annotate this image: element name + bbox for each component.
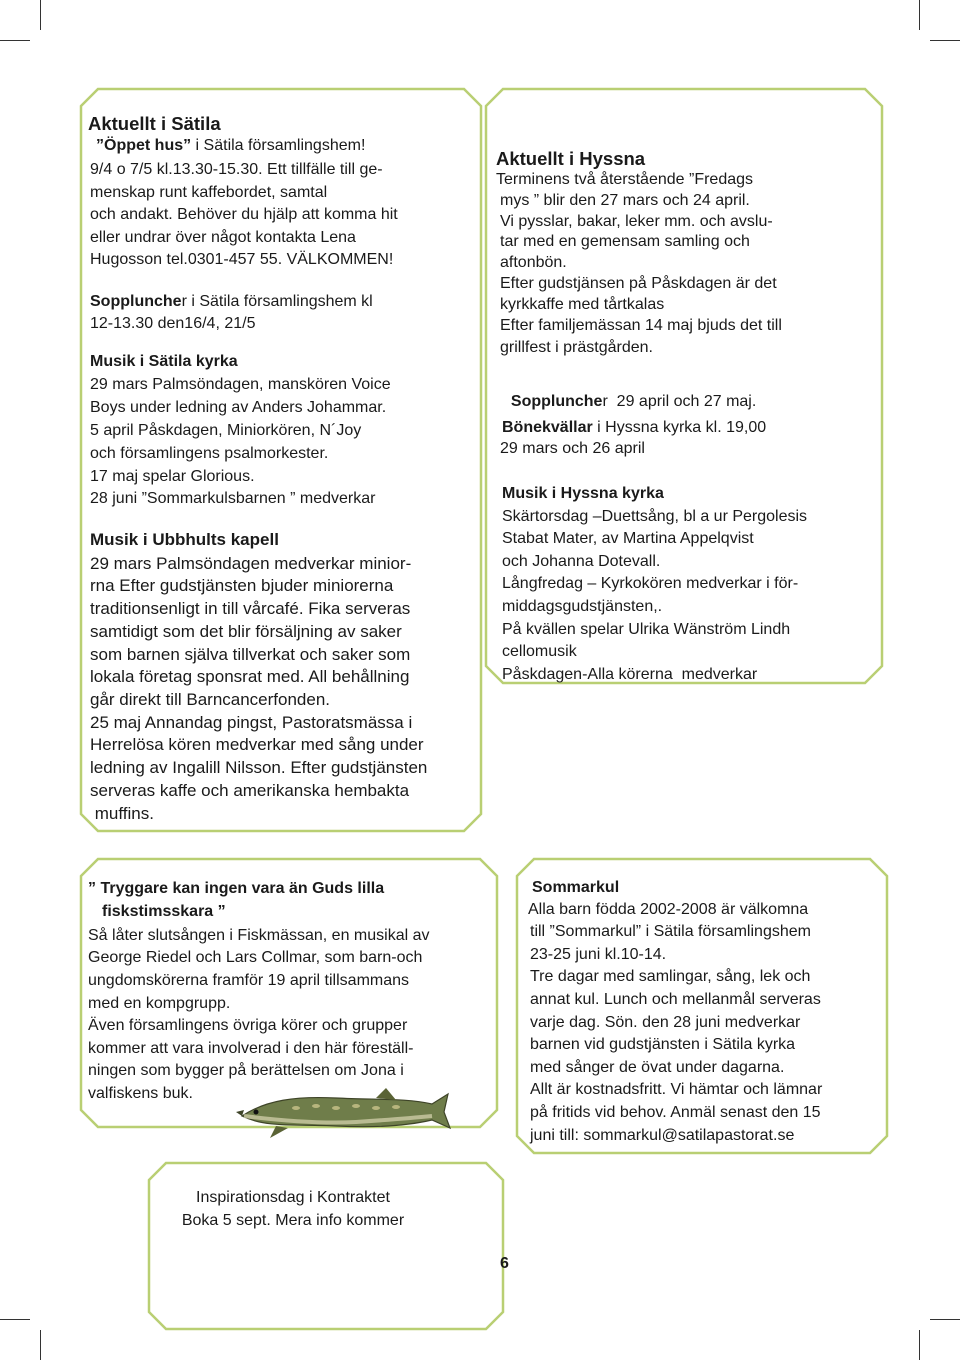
pike-fish-illustration (236, 1082, 456, 1142)
hyssna-kyrka-text: cellomusik (502, 643, 577, 660)
fisk-text: kommer att vara involverad i den här föreställ- (88, 1040, 414, 1057)
sommarkul-text: juni till: sommarkul@satilapastorat.se (530, 1127, 795, 1144)
fisk-text: George Riedel och Lars Collmar, som barn-och (88, 949, 423, 966)
satila-soppluncher-label: Sopplunche (90, 293, 182, 310)
crop-mark (930, 1319, 960, 1320)
fisk-text: valfiskens buk. (88, 1085, 193, 1102)
hyssna-text: tar med en gemensam samling och (500, 233, 750, 250)
page-number: 6 (500, 1255, 509, 1272)
kapell-text: som barnen själva tillverkat och saker som (90, 645, 411, 664)
oppet-hus-text: 9/4 o 7/5 kl.13.30-15.30. Ett tillfälle till ge- (90, 161, 383, 178)
hyssna-text: Terminens två återstående ”Fredags (496, 171, 754, 188)
sommarkul-text: Alla barn födda 2002-2008 är välkomna (528, 901, 809, 918)
satila-kyrka-heading: Musik i Sätila kyrka (90, 353, 238, 370)
fisk-title: ” Tryggare kan ingen vara än Guds lilla (88, 880, 385, 897)
bonekvallar-line (502, 420, 766, 436)
satila-kyrka-text: 29 mars Palmsöndagen, manskören Voice (90, 376, 391, 393)
hyssna-soppluncher-label: Sopplunche (510, 393, 603, 410)
kapell-heading: Musik i Ubbhults kapell (90, 530, 279, 549)
bonekvallar-text: 29 mars och 26 april (500, 440, 645, 457)
bonekvallar-text: i Hyssna kyrka kl. 19,00 (592, 419, 767, 436)
kapell-text: lokala företag sponsrat med. All behållning (90, 667, 410, 686)
fisk-text: Så låter slutsången i Fiskmässan, en musikal av (88, 927, 430, 944)
sommarkul-text: annat kul. Lunch och mellanmål serveras (530, 991, 821, 1008)
hyssna-kyrka-text: Skärtorsdag –Duettsång, bl a ur Pergolesis (502, 508, 808, 525)
sommarkul-heading: Sommarkul (532, 879, 620, 896)
hyssna-kyrka-heading: Musik i Hyssna kyrka (502, 485, 664, 502)
oppet-hus-text: i Sätila församlingshem! (191, 137, 366, 154)
kapell-text: muffins. (90, 804, 154, 823)
oppet-hus-text: Hugosson tel.0301-457 55. VÄLKOMMEN! (90, 251, 394, 268)
inspiration-text: Inspirationsdag i Kontraktet (196, 1189, 390, 1206)
hyssna-soppluncher-text: r 29 april och 27 maj. (602, 393, 757, 410)
hyssna-kyrka-text: Långfredag – Kyrkokören medverkar i för- (502, 575, 799, 592)
sommarkul-text: till ”Sommarkul” i Sätila församlingshem (530, 923, 811, 940)
oppet-hus-text: och andakt. Behöver du hjälp att komma hit (90, 206, 398, 223)
oppet-hus-text: menskap runt kaffebordet, samtal (90, 184, 328, 201)
oppet-hus-label: ”Öppet hus” (96, 137, 192, 154)
hyssna-text: mys ” blir den 27 mars och 24 april. (500, 192, 750, 209)
crop-mark (40, 1330, 41, 1360)
hyssna-text: Vi pysslar, bakar, leker mm. och avslu- (500, 213, 773, 230)
hyssna-kyrka-text: Påskdagen-Alla körerna medverkar (502, 666, 758, 683)
hyssna-text: Efter gudstjänsen på Påskdagen är det (500, 275, 777, 292)
hyssna-kyrka-text: Stabat Mater, av Martina Appelqvist (502, 530, 754, 547)
hyssna-text: grillfest i prästgården. (500, 339, 653, 356)
crop-mark (0, 1319, 30, 1320)
satila-kyrka-text: 28 juni ”Sommarkulsbarnen ” medverkar (90, 490, 376, 507)
crop-mark (0, 40, 30, 41)
fisk-text: Även församlingens övriga körer och grupper (88, 1017, 408, 1034)
oppet-hus-line (96, 138, 365, 154)
sommarkul-text: på fritids vid behov. Anmäl senast den 15 (530, 1104, 821, 1121)
hyssna-kyrka-text: På kvällen spelar Ulrika Wänström Lindh (502, 621, 791, 638)
hyssna-soppluncher-line (502, 378, 756, 410)
satila-heading: Aktuellt i Sätila (88, 113, 221, 134)
satila-soppluncher-text: r i Sätila församlingshem kl (181, 293, 373, 310)
fisk-title: fiskstimsskara ” (102, 903, 226, 920)
satila-soppluncher-line (90, 294, 373, 310)
sommarkul-text: Tre dagar med samlingar, sång, lek och (530, 968, 811, 985)
hyssna-kyrka-text: och Johanna Dotevall. (502, 553, 661, 570)
kapell-text: traditionsenligt in till vårcafé. Fika serveras (90, 599, 411, 618)
kapell-text: 25 maj Annandag pingst, Pastoratsmässa i (90, 713, 413, 732)
sommarkul-text: barnen vid gudstjänsten i Sätila kyrka (530, 1036, 796, 1053)
kapell-text: Herrelösa kören medverkar med sång under (90, 735, 424, 754)
kapell-text: rna Efter gudstjänsten bjuder miniorerna (90, 576, 394, 595)
crop-mark (930, 40, 960, 41)
satila-kyrka-text: Boys under ledning av Anders Johammar. (90, 399, 387, 416)
kapell-text: serveras kaffe och amerikanska hembakta (90, 781, 410, 800)
bonekvallar-label: Bönekvällar (502, 419, 593, 436)
hyssna-kyrka-text: middagsgudstjänsten,. (502, 598, 663, 615)
fisk-text: ungdomskörerna framför 19 april tillsammans (88, 972, 410, 989)
crop-mark (40, 0, 41, 30)
sommarkul-text: varje dag. Sön. den 28 juni medverkar (530, 1014, 801, 1031)
crop-mark (919, 1330, 920, 1360)
kapell-text: ledning av Ingalill Nilsson. Efter gudstjänsten (90, 758, 428, 777)
inspiration-text: Boka 5 sept. Mera info kommer (181, 1212, 405, 1229)
hyssna-text: aftonbön. (500, 254, 567, 271)
hyssna-text: Efter familjemässan 14 maj bjuds det till (500, 317, 782, 334)
oppet-hus-text: eller undrar över något kontakta Lena (90, 229, 356, 246)
satila-kyrka-text: 5 april Påskdagen, Miniorkören, N´Joy (90, 422, 362, 439)
hyssna-text: kyrkkaffe med tårtkalas (500, 296, 665, 313)
inspiration-frame (148, 1162, 504, 1330)
hyssna-heading: Aktuellt i Hyssna (496, 148, 646, 169)
sommarkul-text: 23-25 juni kl.10-14. (530, 946, 667, 963)
satila-kyrka-text: 17 maj spelar Glorious. (90, 468, 255, 485)
crop-mark (919, 0, 920, 30)
fisk-text: med en kompgrupp. (88, 995, 231, 1012)
sommarkul-text: med sånger de övat under dagarna. (530, 1059, 785, 1076)
fisk-text: ningen som bygger på berättelsen om Jona i (88, 1062, 404, 1079)
sommarkul-text: Allt är kostnadsfritt. Vi hämtar och lämnar (530, 1081, 823, 1098)
kapell-text: samtidigt som det blir försäljning av saker (90, 622, 402, 641)
kapell-text: 29 mars Palmsöndagen medverkar minior- (90, 554, 412, 573)
satila-soppluncher-text: 12-13.30 den16/4, 21/5 (90, 315, 256, 332)
kapell-text: går direkt till Barncancerfonden. (90, 690, 331, 709)
satila-kyrka-text: och församlingens psalmorkester. (90, 445, 329, 462)
